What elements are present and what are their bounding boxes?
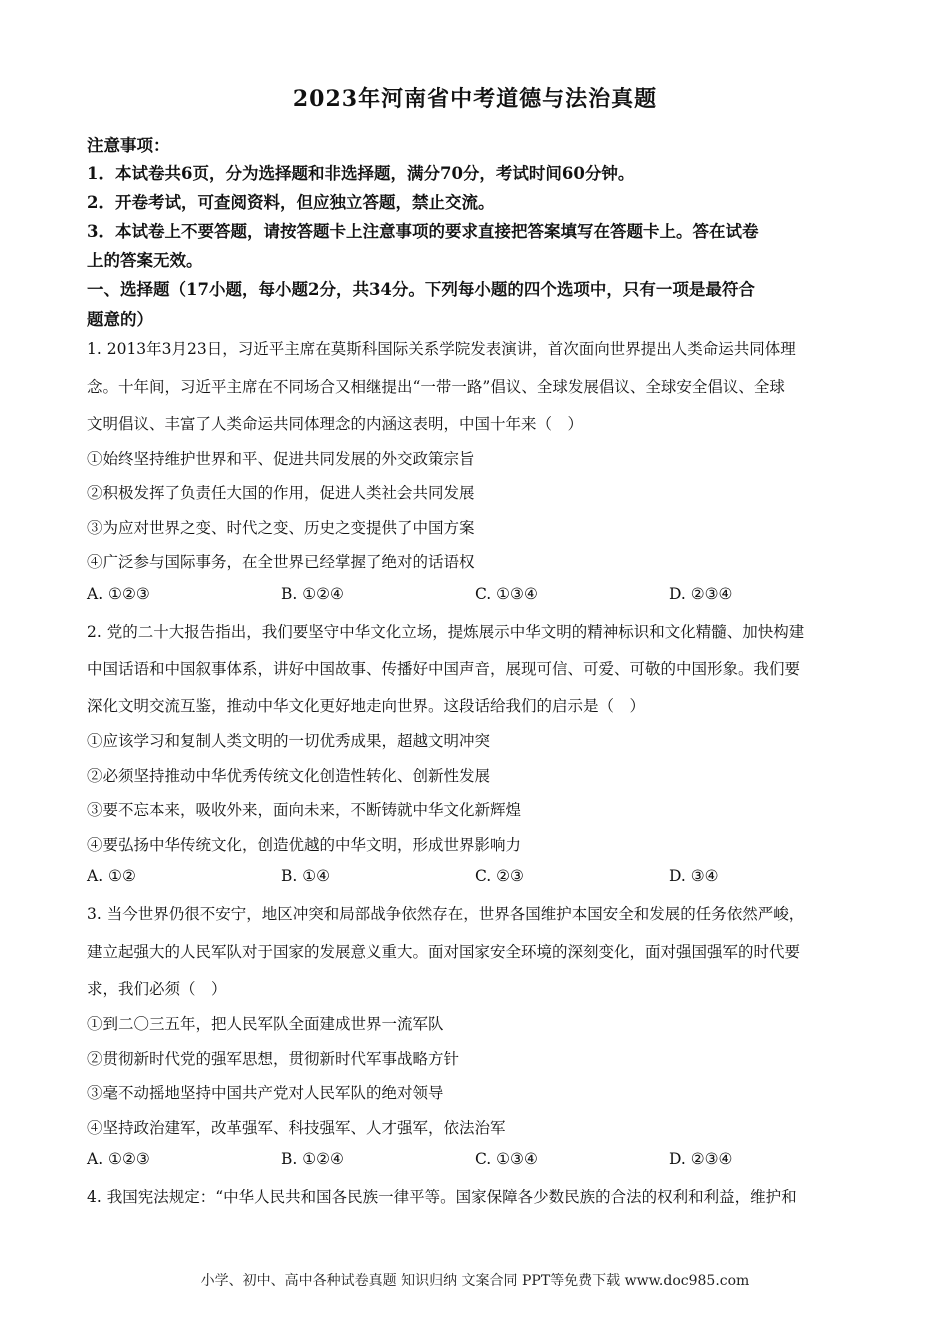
statement: ②贯彻新时代党的强军思想，贯彻新时代军事战略方针 [87,1050,460,1068]
option-b: B. ①②④ [281,1150,344,1168]
question-stem: 4. 我国宪法规定：“中华人民共和国各民族一律平等。国家保障各少数民族的合法的权利和利益，维护和 [87,1188,797,1206]
statement: ④广泛参与国际事务，在全世界已经掌握了绝对的话语权 [87,553,475,571]
statement: ③要不忘本来，吸收外来，面向未来，不断铸就中华文化新辉煌 [87,801,522,819]
option-d: D. ②③④ [669,585,733,603]
option-d: D. ②③④ [669,1150,733,1168]
section-heading: 一、选择题（17小题，每小题2分，共34分。下列每小题的四个选项中，只有一项是最符合 [87,280,755,299]
option-b: B. ①④ [281,867,331,885]
question-stem: 文明倡议、丰富了人类命运共同体理念的内涵这表明，中国十年来（ ） [87,415,584,433]
option-b: B. ①②④ [281,585,344,603]
statement: ④坚持政治建军，改革强军、科技强军、人才强军，依法治军 [87,1119,506,1137]
option-d: D. ③④ [669,867,719,885]
question-stem: 2. 党的二十大报告指出，我们要坚守中华文化立场，提炼展示中华文明的精神标识和文化精髓、加快构建 [87,623,805,641]
notice-item: 1．本试卷共6页，分为选择题和非选择题，满分70分，考试时间60分钟。 [87,164,635,183]
notice-item: 上的答案无效。 [87,251,203,270]
notice-heading: 注意事项： [87,136,170,155]
question-stem: 中国话语和中国叙事体系，讲好中国故事、传播好中国声音，展现可信、可爱、可敬的中国形象。我们要 [87,660,801,678]
question-stem: 深化文明交流互鉴，推动中华文化更好地走向世界。这段话给我们的启示是（ ） [87,697,646,715]
question-stem: 1. 2013年3月23日，习近平主席在莫斯科国际关系学院发表演讲，首次面向世界提出人类命运共同体理 [87,340,796,358]
option-c: C. ②③ [475,867,524,885]
statement: ②积极发挥了负责任大国的作用，促进人类社会共同发展 [87,484,475,502]
option-c: C. ①③④ [475,585,538,603]
statement: ①应该学习和复制人类文明的一切优秀成果，超越文明冲突 [87,732,491,750]
page-footer: 小学、初中、高中各种试卷真题 知识归纳 文案合同 PPT等免费下载 www.doc985.com [200,1273,750,1289]
option-a: A. ①② [87,867,136,885]
statement: ③为应对世界之变、时代之变、历史之变提供了中国方案 [87,519,475,537]
question-stem: 建立起强大的人民军队对于国家的发展意义重大。面对国家安全环境的深刻变化，面对强国强军的时代要 [87,943,801,961]
question-stem: 求，我们必须（ ） [87,980,227,998]
statement: ②必须坚持推动中华优秀传统文化创造性转化、创新性发展 [87,767,491,785]
page-title: 2023年河南省中考道德与法治真题 [292,86,658,112]
question-stem: 3. 当今世界仍很不安宁，地区冲突和局部战争依然存在，世界各国维护本国安全和发展的任务依然严峻， [87,905,805,923]
statement: ①始终坚持维护世界和平、促进共同发展的外交政策宗旨 [87,450,475,468]
option-c: C. ①③④ [475,1150,538,1168]
statement: ④要弘扬中华传统文化，创造优越的中华文明，形成世界影响力 [87,836,522,854]
statement: ①到二〇三五年，把人民军队全面建成世界一流军队 [87,1015,444,1033]
statement: ③毫不动摇地坚持中国共产党对人民军队的绝对领导 [87,1084,444,1102]
question-stem: 念。十年间，习近平主席在不同场合又相继提出“一带一路”倡议、全球发展倡议、全球安全倡议、全球 [87,378,785,396]
section-heading: 题意的） [87,310,153,329]
option-a: A. ①②③ [87,1150,150,1168]
notice-item: 3．本试卷上不要答题，请按答题卡上注意事项的要求直接把答案填写在答题卡上。答在试卷 [87,222,759,241]
option-a: A. ①②③ [87,585,150,603]
notice-item: 2．开卷考试，可查阅资料，但应独立答题，禁止交流。 [87,193,495,212]
